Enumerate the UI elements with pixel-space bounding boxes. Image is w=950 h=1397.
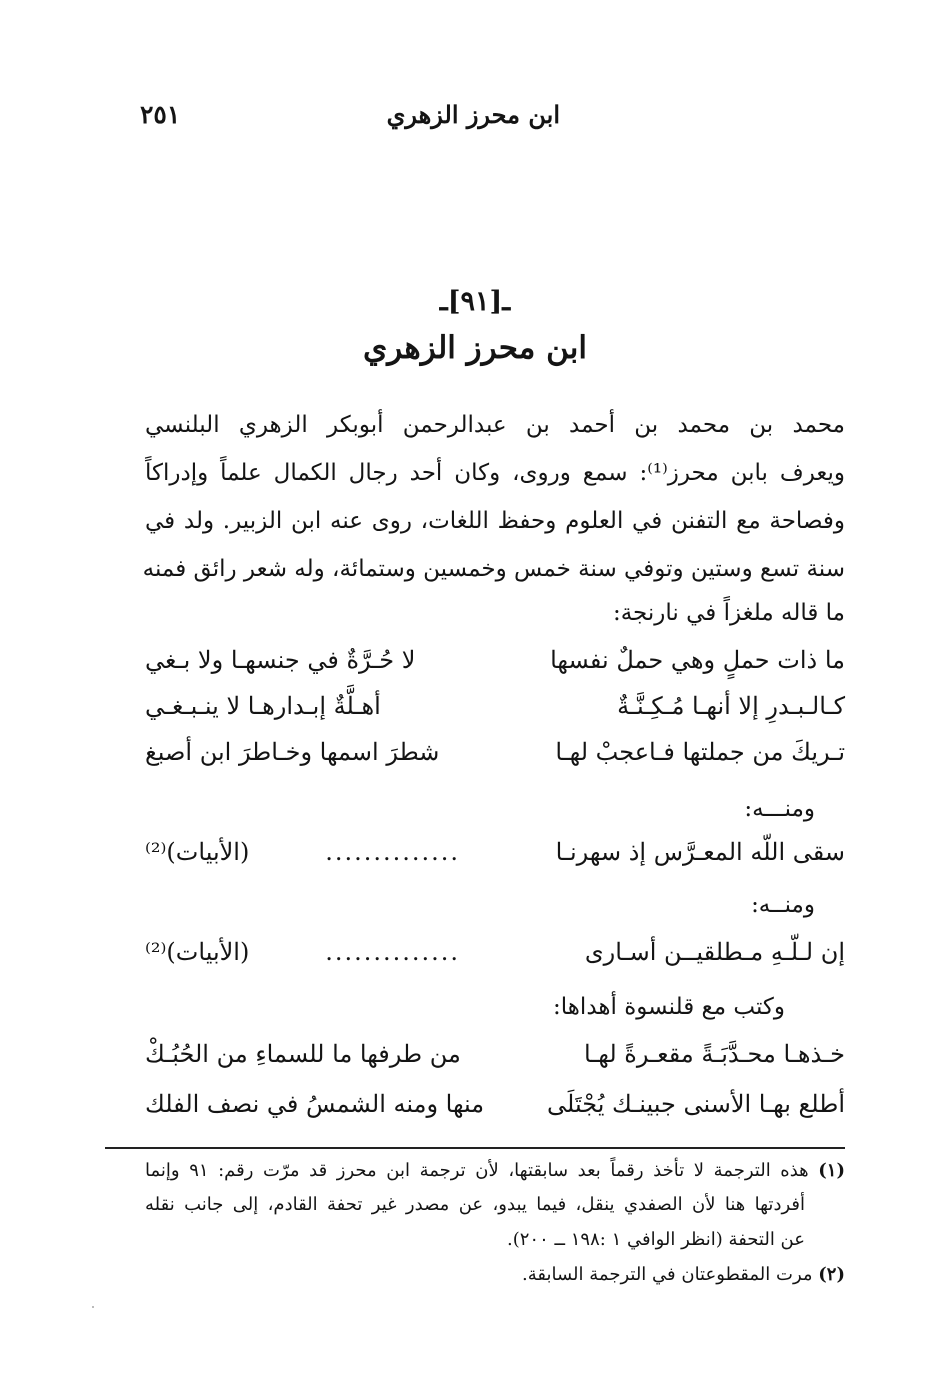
poem-lead: وكتب مع قلنسوة أهداها:	[553, 994, 785, 1020]
ellipsis-dots: ..............	[325, 938, 460, 966]
poem-verse	[145, 646, 845, 690]
running-head	[140, 100, 840, 140]
first-hemistich: تـريكَ من جملتها فـاعجبْ لهـا	[555, 738, 845, 766]
footnote-1-line: أفردتها هنا لأن الصفدي ينقل، فيما يبدو، عن مصدر غير تحفة القادم، إلى جانب نقله	[145, 1194, 805, 1215]
first-hemistich: أطلع بهـا الأسنى جبينـك يُجْتَلَى	[547, 1090, 845, 1118]
excerpt-verse	[145, 938, 845, 982]
first-hemistich: ما ذات حملٍ وهي حملٌ نفسها	[550, 646, 845, 674]
excerpt-lead: ومنــه:	[751, 892, 815, 918]
footnote-marker: (٢)	[818, 1264, 845, 1285]
ellipsis-dots: ..............	[325, 838, 460, 866]
footnote-1-line: عن التحفة (انظر الوافي ١ :١٩٨ ــ ٢٠٠).	[507, 1229, 805, 1250]
excerpt-verse	[145, 838, 845, 882]
paragraph-line: وفصاحة مع التفنن في العلوم وحفظ اللغات، روى عنه ابن الزبير. ولد في	[145, 508, 845, 534]
second-hemistich: شطرَ اسمها وخـاطرَ ابن أصبغ	[145, 738, 440, 766]
poem-verse	[145, 738, 845, 782]
footnote-1-line	[145, 1160, 845, 1181]
running-head-title: ابن محرز الزهري	[386, 100, 560, 129]
second-hemistich: منها ومنه الشمسُ في نصف الفلك	[145, 1090, 485, 1118]
second-hemistich: أهـلَّةٌ إبـدارهـا لا ينـبـغـي	[145, 692, 381, 720]
entry-title: ابن محرز الزهري	[363, 330, 587, 366]
poem-verse	[145, 692, 845, 736]
footnote-marker: (١)	[818, 1160, 845, 1181]
excerpt-lead: ومنـــه:	[744, 796, 815, 822]
paragraph-line: سنة تسع وستين وتوفي سنة خمس وخمسين وستمائة، وله شعر رائق فمنه	[142, 556, 845, 582]
second-hemistich: من طرفها ما للسماءِ من الحُبُـكْ	[145, 1040, 461, 1068]
verses-reference: (الأبيات)⁽²⁾	[145, 938, 250, 966]
poem-verse	[145, 1090, 845, 1134]
paragraph-line: ويعرف بابن محرز⁽¹⁾: سمع وروى، وكان أحد رجال الكمال علماً وإدراكاً	[145, 460, 845, 486]
poem-verse	[145, 1040, 845, 1084]
first-hemistich: إن لـلّـهِ مـطلقيــن أسـارى	[584, 938, 845, 966]
page-number: ٢٥١	[140, 100, 181, 129]
footnote-text: مرت المقطوعتان في الترجمة السابقة.	[522, 1264, 813, 1285]
second-hemistich: لا حُـرَّةٌ في جنسهـا ولا بـغي	[145, 646, 416, 674]
first-hemistich: خـذهـا محـدَّبَـةً مقعـرةً لهـا	[583, 1040, 845, 1068]
scan-speck	[92, 1306, 94, 1308]
paragraph-line: ما قاله ملغزاً في نارنجة:	[612, 600, 845, 626]
first-hemistich: سقى اللّه المعـرَّس إذ سهرنـا	[555, 838, 845, 866]
footnote-text: هذه الترجمة لا تأخذ رقماً بعد سابقتها، لأن ترجمة ابن محرز قد مرّت رقم: ٩١ وإنما	[145, 1160, 809, 1181]
footnote-2	[145, 1264, 845, 1285]
entry-number: ـ[٩١]ـ	[439, 286, 511, 317]
first-hemistich: كـالـبـدرِ إلا أنهـا مُـكِـنَّـةٌ	[617, 692, 845, 720]
verses-reference: (الأبيات)⁽²⁾	[145, 838, 250, 866]
footnote-rule	[105, 1147, 845, 1149]
paragraph-line: محمد بن محمد بن أحمد بن عبدالرحمن أبوبكر الزهري البلنسي	[145, 412, 845, 438]
